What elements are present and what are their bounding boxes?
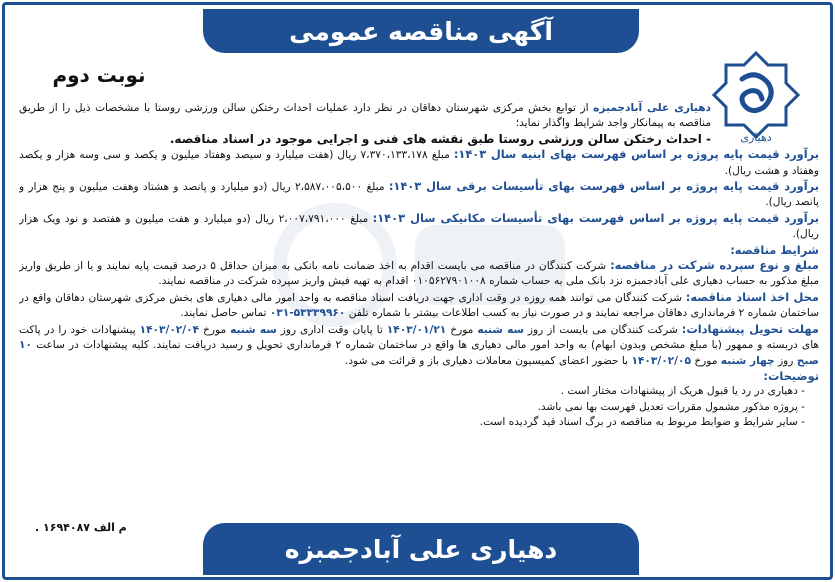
opening-hour: ۱۰ صبح xyxy=(19,339,819,367)
deposit-paragraph xyxy=(19,258,819,290)
estimate-label: برآورد قیمت پایه پروژه بر اساس فهرست بهای تأسیسات مکانیکی سال ۱۴۰۳: xyxy=(372,210,819,225)
header-banner xyxy=(203,9,639,53)
deadline-paragraph xyxy=(19,322,819,369)
deadline-text: روز xyxy=(778,354,794,367)
notice-frame xyxy=(2,2,833,580)
opening-date: ۱۴۰۳/۰۲/۰۵ xyxy=(631,354,691,367)
round-label: نوبت دوم xyxy=(52,63,146,87)
deadline-text: پیشنهادات خود را در پاکت های دربسته و ممهور (با مبلغ مشخص وبدون ابهام) به واحد امور مالی دهیاری ها واقع در ساختمان شماره ۲ فرمانداری تحویل و رسید دریافت نمایند. کلیه پیشنهادات در ساعت xyxy=(19,323,819,352)
notice-body xyxy=(19,101,819,515)
footer-title: دهیاری علی آبادجمبزه xyxy=(284,534,558,564)
notes-list xyxy=(19,384,819,430)
conditions-title: شرایط مناقصه: xyxy=(730,242,819,257)
estimate-row xyxy=(19,179,819,211)
estimate-text: مبلغ ۷،۳۷۰،۱۳۳،۱۷۸ ریال (هفت میلیارد و سیصد وهفتاد میلیون و یکصد و سی وسه هزار و یکصد وهفتاد و هشت ریال). xyxy=(19,149,819,177)
estimate-text: مبلغ ۲،۰۰۷،۷۹۱،۰۰۰ ریال (دو میلیارد و هفت میلیون و هفتصد و نود ویک هزار ریال). xyxy=(19,212,819,241)
deadline-text: مورخ xyxy=(694,354,718,367)
deadline-label: مهلت تحویل پیشنهادات: xyxy=(681,321,819,336)
notice-title: آگهی مناقصه عمومی xyxy=(289,16,553,46)
deadline-text: مورخ xyxy=(203,323,227,336)
estimate-row xyxy=(19,211,819,243)
deadline-text: مورخ xyxy=(450,323,474,336)
docs-paragraph xyxy=(19,290,819,322)
deadline-text: تا پایان وقت اداری روز xyxy=(280,323,383,336)
estimate-label: برآورد قیمت پایه پروژه بر اساس فهرست بهای ابنیه سال ۱۴۰۳: xyxy=(453,147,819,162)
notes-title: توضیحات: xyxy=(763,368,819,383)
project-line: - احداث رختکن سالن ورزشی روستا طبق نقشه های فنی و اجرایی موجود در اسناد مناقصه. xyxy=(169,131,711,146)
logo-caption: دهیاری xyxy=(740,131,772,144)
footer-banner xyxy=(203,523,639,575)
deposit-label: مبلغ و نوع سپرده شرکت در مناقصه: xyxy=(610,258,819,273)
end-day: سه شنبه xyxy=(230,323,277,336)
estimate-row xyxy=(19,147,819,179)
list-item: - دهیاری در رد یا قبول هریک از پیشنهادات مختار است . xyxy=(19,384,805,399)
docs-tail: تماس حاصل نمایند. xyxy=(180,307,267,320)
reference-number: م الف ۱۶۹۴۰۸۷ . xyxy=(35,521,127,534)
phone-number: ۵۳۳۳۹۹۶۰-۰۳۱ xyxy=(269,307,346,320)
docs-label: محل اخذ اسناد مناقصه: xyxy=(685,289,819,304)
deadline-text: شرکت کنندگان می بایست از روز xyxy=(527,323,678,336)
opening-day: چهار شنبه xyxy=(720,354,775,367)
estimate-text: مبلغ ۲،۵۸۷،۰۰۵،۵۰۰ ریال (دو میلیارد و پانصد و هشتاد وهفت میلیون و پنج هزار و پانصد ریال). xyxy=(19,181,819,209)
start-day: سه شنبه xyxy=(477,323,524,336)
intro-paragraph xyxy=(19,101,819,132)
intro-text: از توابع بخش مرکزی شهرستان دهاقان در نظر دارد عملیات احداث رختکن سالن ورزشی روستا با مشخصات ذیل را از طریق مناقصه به پیمانکار واجد شرایط واگذار نماید؛ xyxy=(19,102,711,130)
intro-org: دهیاری علی آبادجمبزه xyxy=(593,102,711,114)
list-item: - سایر شرایط و ضوابط مربوط به مناقصه در برگ اسناد قید گردیده است. xyxy=(19,415,805,430)
deposit-text: شرکت کنندگان در مناقصه می بایست اقدام به اخذ ضمانت نامه بانکی به میزان حداقل ۵ درصد قیمت پایه نمایند و یا از طریق واریز مبلغ مذکور به حساب دهیاری علی آبادجمبزه نزد بانک ملی به حساب شماره ۰۱۰۵۶۲۷۹۰۱۰۰۸ اقدام به تهیه فیش واریز سپرده شرکت در مناقصه نمایند. xyxy=(19,260,819,288)
deadline-text: با حضور اعضای کمیسیون معاملات دهیاری باز و قرائت می شود. xyxy=(345,354,629,367)
docs-text: شرکت کنندگان می توانند همه روزه در وقت اداری جهت دریافت اسناد مناقصه به واحد امور مالی دهیاری های بخش مرکزی شهرستان دهاقان واقع در ساختمان شماره ۲ فرمانداری دهاقان مراجعه نمایند و در صورت نیاز به کسب اطلاعات بیشتر با شماره تلفن xyxy=(19,291,819,320)
list-item: - پروژه مذکور مشمول مقررات تعدیل فهرست بها نمی باشد. xyxy=(19,400,805,415)
estimate-label: برآورد قیمت پایه پروژه بر اساس فهرست بهای تأسیسات برقی سال ۱۴۰۳: xyxy=(388,179,819,194)
end-date: ۱۴۰۳/۰۲/۰۴ xyxy=(139,323,200,336)
start-date: ۱۴۰۳/۰۱/۲۱ xyxy=(386,323,447,336)
